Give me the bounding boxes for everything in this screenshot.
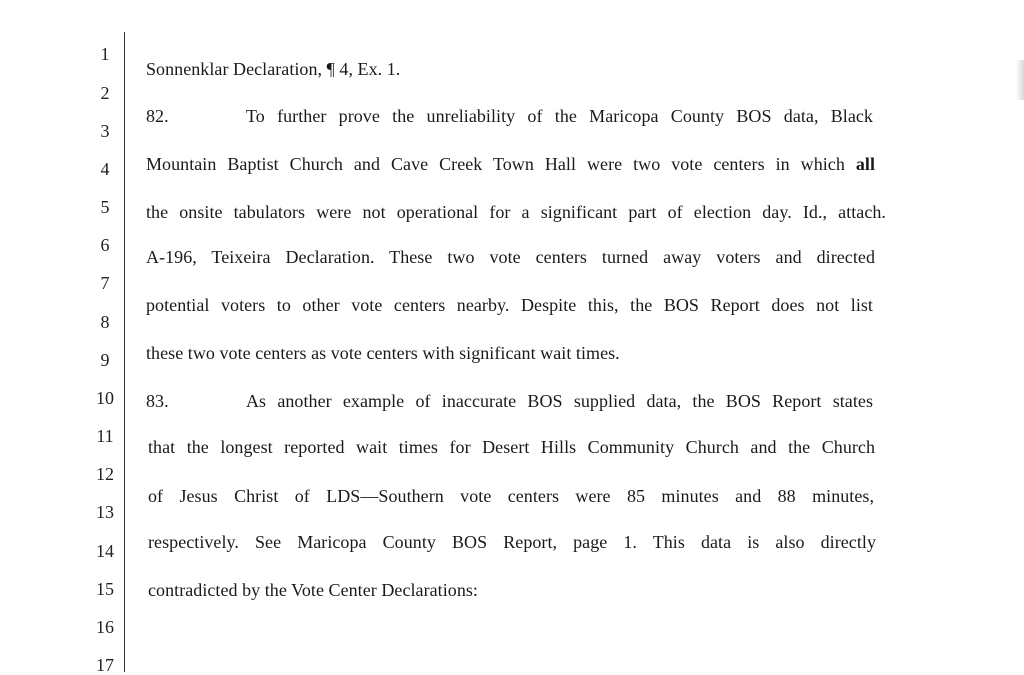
line-number: 2 <box>100 83 110 103</box>
text-line <box>148 436 875 458</box>
text-line-content: A-196, Teixeira Declaration. These two vote centers turned away voters and directed <box>146 247 875 267</box>
text-line <box>146 342 886 364</box>
text-line-content: respectively. See Maricopa County BOS Report, page 1. This data is also directly <box>148 532 876 552</box>
line-number: 6 <box>100 235 110 255</box>
line-number: 8 <box>100 312 110 332</box>
line-number: 13 <box>96 502 114 522</box>
line-number: 1 <box>100 44 110 64</box>
line-number: 10 <box>96 388 114 408</box>
line-number: 9 <box>100 350 110 370</box>
paragraph-number: 83. <box>146 391 169 411</box>
paragraph-82-first-line <box>146 105 873 127</box>
line-number: 11 <box>96 426 114 446</box>
text-line-content: these two vote centers as vote centers with significant wait times. <box>146 343 620 363</box>
text-line-content: contradicted by the Vote Center Declarations: <box>148 580 478 600</box>
line-number: 7 <box>100 273 110 293</box>
line-number: 3 <box>100 121 110 141</box>
line-number: 16 <box>96 617 114 637</box>
line-number: 14 <box>96 541 114 561</box>
margin-rule <box>124 32 125 672</box>
line-number: 15 <box>96 579 114 599</box>
text-line <box>146 294 873 316</box>
text-line-content: As another example of inaccurate BOS supplied data, the BOS Report states <box>246 391 873 411</box>
line-number: 5 <box>100 197 110 217</box>
scan-edge-shadow <box>1016 60 1024 100</box>
line-number: 17 <box>96 655 114 675</box>
text-line <box>146 153 875 175</box>
text-line-content: Sonnenklar Declaration, ¶ 4, Ex. 1. <box>146 59 401 79</box>
line-number: 12 <box>96 464 114 484</box>
text-line-content: the onsite tabulators were not operational for a significant part of election day. Id., attach. <box>146 202 886 222</box>
text-line <box>146 58 886 80</box>
text-line <box>146 201 886 223</box>
text-line-content: of Jesus Christ of LDS—Southern vote centers were 85 minutes and 88 minutes, <box>148 486 874 506</box>
text-line <box>148 579 888 601</box>
text-line-content: Mountain Baptist Church and Cave Creek Town Hall were two vote centers in which <box>146 154 856 174</box>
text-line-content: To further prove the unreliability of the Maricopa County BOS data, Black <box>246 106 873 126</box>
text-line-content: potential voters to other vote centers nearby. Despite this, the BOS Report does not list <box>146 295 873 315</box>
text-line-content: that the longest reported wait times for Desert Hills Community Church and the Church <box>148 437 875 457</box>
paragraph-number: 82. <box>146 106 169 126</box>
paragraph-83-first-line <box>146 390 873 412</box>
emphasis-text: all <box>855 154 875 174</box>
text-line <box>148 485 874 507</box>
line-number: 4 <box>100 159 110 179</box>
text-line <box>146 246 875 268</box>
text-line <box>148 531 876 553</box>
